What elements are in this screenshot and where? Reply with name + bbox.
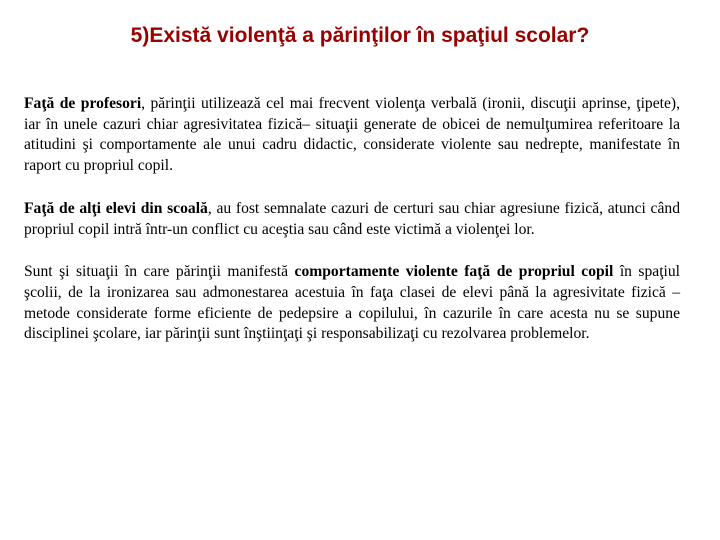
paragraph-other-students <box>24 199 680 240</box>
paragraph-other-students-text: , au fost semnalate cazuri de certuri sau chiar agresiune fizică, atunci când propriul copil intră într-un conflict cu aceştia sau când este victimă a violenţei lor. <box>24 199 680 238</box>
paragraph-teachers <box>24 94 680 177</box>
paragraph-teachers-lead: Faţă de profesori <box>24 95 142 112</box>
paragraph-own-child-emphasis: comportamente violente faţă de propriul copil <box>294 263 614 281</box>
paragraph-teachers-text: , părinţii utilizează cel mai frecvent violenţa verbală (ironii, discuţii aprinse, ţipete), iar în unele cazuri chiar agresivitatea fizică– situaţii generate de obicei de nemulţumirea referitoare la atitudini şi comportamente ale unui cadru didactic, considerate violente sau nedrepte, manifestate în raport cu propriul copil. <box>24 95 680 175</box>
paragraph-other-students-lead: Faţă de alţi elevi din scoală <box>24 199 208 217</box>
paragraph-own-child-before: Sunt şi situaţii în care părinţii manifestă <box>24 263 295 281</box>
paragraph-own-child <box>24 262 680 345</box>
slide-body <box>24 94 680 367</box>
paragraph-own-child-after: în spaţiul şcolii, de la ironizarea sau admonestarea acestuia în faţa clasei de elevi până la agresivitate fizică – metode considerate forme eficiente de pedepsire a copilului, în cazurile în care acesta nu se supune disciplinei şcolare, iar părinţii sunt înştiinţaţi şi responsabilizaţi cu rezolvarea problemelor. <box>24 263 681 343</box>
slide-title: 5)Există violenţă a părinţilor în spaţiul scolar? <box>130 24 590 47</box>
